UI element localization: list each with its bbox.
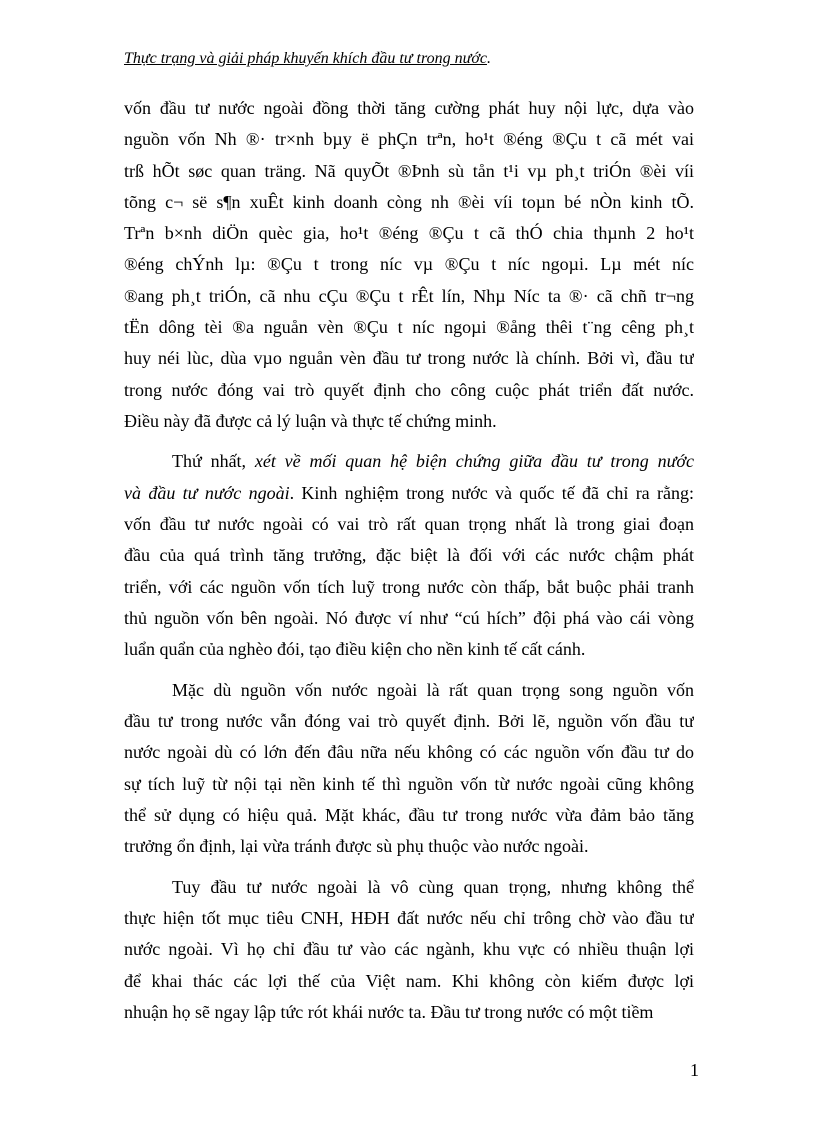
text-line bbox=[124, 737, 694, 768]
text-run: đầu tư trong nước vẫn đóng vai trò quyết định. Bởi lẽ, nguồn vốn đầu tư bbox=[124, 711, 694, 732]
text-line bbox=[124, 675, 694, 706]
text-line bbox=[124, 509, 694, 540]
running-header bbox=[124, 50, 491, 68]
text-line bbox=[124, 966, 694, 997]
text-line bbox=[124, 634, 694, 665]
text-line bbox=[124, 93, 694, 124]
header-title: Thực trạng và giải pháp khuyến khích đầu tư trong nước bbox=[124, 50, 487, 67]
text-run: ®ang ph¸t triÓn, cã nhu cÇu ®Çu t rÊt lín, Nhµ Níc ta ®· cã chñ tr¬ng bbox=[124, 285, 694, 306]
text-run: Tuy đầu tư nước ngoài là vô cùng quan trọng, nhưng không thể bbox=[172, 876, 694, 897]
text-run: . Kinh nghiệm trong nước và quốc tế đã chỉ ra rằng: bbox=[289, 482, 694, 503]
text-line bbox=[124, 406, 694, 437]
text-line bbox=[124, 446, 694, 477]
text-line bbox=[124, 800, 694, 831]
text-run: trß hÕt søc quan träng. Nã quyÕt ®Þnh sù tån t¹i vµ ph¸t triÓn ®èi víi bbox=[124, 160, 694, 181]
text-line bbox=[124, 934, 694, 965]
text-run: thủ nguồn vốn bên ngoài. Nó được ví như “cú hích” đội phá vào cái vòng bbox=[124, 607, 694, 628]
text-run: sự tích luỹ từ nội tại nền kinh tế thì nguồn vốn từ nước ngoài cũng không bbox=[124, 773, 694, 794]
text-run: tËn dông tèi ®a nguån vèn ®Çu t níc ngoµi ®ång thêi t¨ng cêng ph¸t bbox=[124, 317, 694, 338]
text-run: nguồn vốn Nh ®· tr×nh bµy ë phÇn trªn, ho¹t ®éng ®Çu t cã mét vai bbox=[124, 129, 694, 150]
text-run: nhuận họ sẽ ngay lập tức rót khái nước ta. Đầu tư trong nước có một tiềm bbox=[124, 1001, 654, 1022]
text-run: Thứ nhất, bbox=[172, 451, 255, 472]
text-line bbox=[124, 124, 694, 155]
text-line bbox=[124, 478, 694, 509]
italic-text: và đầu tư nước ngoài bbox=[124, 482, 290, 503]
text-line bbox=[124, 603, 694, 634]
text-run: ®éng chÝnh lµ: ®Çu t trong níc vµ ®Çu t níc ngoµi. Lµ mét níc bbox=[124, 254, 694, 275]
text-run: triển, với các nguồn vốn tích luỹ trong nước còn thấp, bắt buộc phải tranh bbox=[124, 576, 694, 597]
text-run: trưởng ổn định, lại vừa tránh được sù phụ thuộc vào nước ngoài. bbox=[124, 836, 589, 857]
text-run: luẩn quẩn của nghèo đói, tạo điều kiện cho nền kinh tế cất cánh. bbox=[124, 639, 586, 660]
paragraph bbox=[124, 93, 694, 437]
paragraph bbox=[124, 872, 694, 1028]
paragraph bbox=[124, 446, 694, 665]
text-line bbox=[124, 903, 694, 934]
text-run: Trªn b×nh diÖn quèc gia, ho¹t ®éng ®Çu t cã thÓ chia thµnh 2 ho¹t bbox=[124, 223, 694, 244]
text-line bbox=[124, 769, 694, 800]
text-run: tõng c¬ së s¶n xuÊt kinh doanh còng nh ®èi víi toµn bé nÒn kinh tÕ. bbox=[124, 191, 694, 212]
header-dot: . bbox=[486, 50, 491, 67]
italic-text: xét về mối quan hệ biện chứng giữa đầu tư trong nước bbox=[254, 451, 694, 472]
paragraph bbox=[124, 675, 694, 863]
text-line bbox=[124, 540, 694, 571]
text-run: đầu của quá trình tăng trưởng, đặc biệt là đối với các nước chậm phát bbox=[124, 545, 694, 566]
text-line bbox=[124, 281, 694, 312]
text-line bbox=[124, 872, 694, 903]
text-line bbox=[124, 831, 694, 862]
page-number: 1 bbox=[690, 1060, 699, 1080]
text-run: nước ngoài. Vì họ chỉ đầu tư vào các ngành, khu vực có nhiều thuận lợi bbox=[124, 939, 694, 960]
text-run: vốn đầu tư nước ngoài đồng thời tăng cường phát huy nội lực, dựa vào bbox=[124, 98, 694, 118]
text-line bbox=[124, 375, 694, 406]
text-line bbox=[124, 997, 694, 1028]
text-line bbox=[124, 706, 694, 737]
text-line bbox=[124, 312, 694, 343]
text-run: vốn đầu tư nước ngoài có vai trò rất quan trọng nhất là trong giai đoạn bbox=[124, 514, 694, 535]
text-line bbox=[124, 218, 694, 249]
text-run: thể sử dụng có hiệu quả. Mặt khác, đầu tư trong nước vừa đảm bảo tăng bbox=[124, 804, 694, 825]
text-run: Điều này đã được cả lý luận và thực tế chứng minh. bbox=[124, 410, 497, 431]
text-run: để khai thác các lợi thế của Việt nam. Khi không còn kiếm được lợi bbox=[124, 970, 694, 991]
text-run: Mặc dù nguồn vốn nước ngoài là rất quan trọng song nguồn vốn bbox=[172, 679, 694, 700]
text-line bbox=[124, 156, 694, 187]
text-line bbox=[124, 572, 694, 603]
text-line bbox=[124, 187, 694, 218]
text-run: huy néi lùc, dùa vµo nguån vèn đầu tư trong nước là chính. Bởi vì, đầu tư bbox=[124, 348, 694, 369]
text-line bbox=[124, 343, 694, 374]
text-run: thực hiện tốt mục tiêu CNH, HĐH đất nước nếu chỉ trông chờ vào đầu tư bbox=[124, 907, 694, 928]
text-run: nước ngoài dù có lớn đến đâu nữa nếu không có các nguồn vốn đầu tư do bbox=[124, 742, 694, 763]
text-line bbox=[124, 249, 694, 280]
text-run: trong nước đóng vai trò quyết định cho công cuộc phát triển đất nước. bbox=[124, 379, 694, 400]
document-body bbox=[124, 93, 694, 1037]
